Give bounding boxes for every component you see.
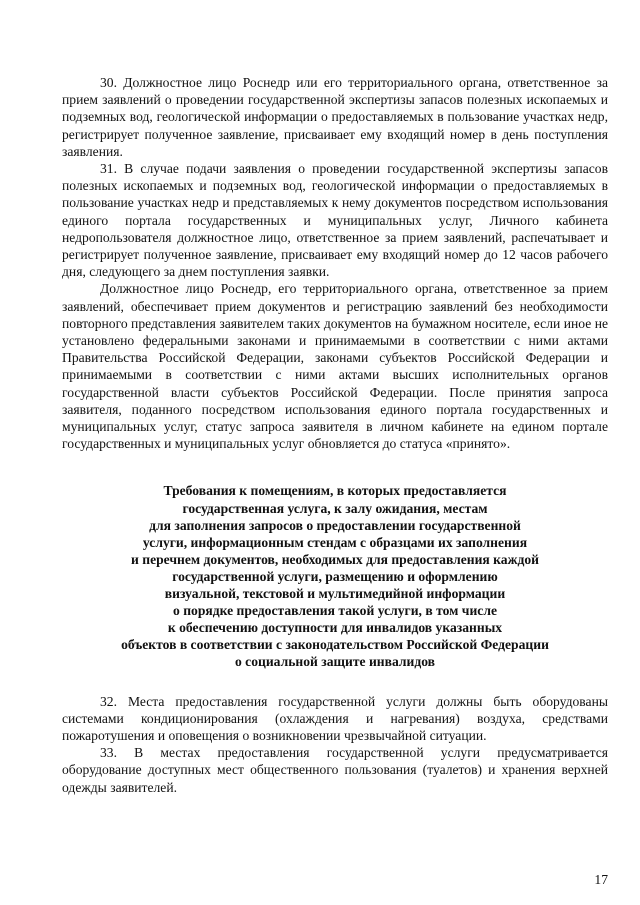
paragraph-32: 32. Места предоставления государственной услуги должны быть оборудованы системами кондиционирования (охлаждения и нагревания) воздуха, средствами пожаротушения и оповещения о возникновении чрезвычайной ситуации. <box>62 693 608 743</box>
paragraph-31-continued: Должностное лицо Роснедр, его территориального органа, ответственное за прием заявлений, обеспечивает прием документов и регистрацию заявлений без необходимости повторного представления заявителем таких документов на бумажном носителе, если иное не установлено федеральными законами и принимаемыми в соответствии с ними актами Правительства Российской Федерации, законами субъектов Российской Федерации и принимаемыми в соответствии с ними актами высших исполнительных органов государственной власти субъектов Российской Федерации. После принятия запроса заявителя, поданного посредством использования единого портала государственных и муниципальных услуг, статус запроса заявителя в личном кабинете на едином портале государственных и муниципальных услуг обновляется до статуса «принято». <box>62 281 608 452</box>
heading-line: государственная услуга, к залу ожидания, местам <box>182 500 488 516</box>
paragraph-31: 31. В случае подачи заявления о проведении государственной экспертизы запасов полезных ископаемых и подземных вод, геологической информации о предоставляемых в пользование участках недр и представляемых к нему документов посредством использования единого портала государственных и муниципальных услуг, Личного кабинета недропользователя должностное лицо, ответственное за прием заявлений, распечатывает и регистрирует полученное заявление, присваивает ему входящий номер до 12 часов рабочего дня, следующего за днем поступления заявки. <box>62 161 608 280</box>
heading-line: для заполнения запросов о предоставлении государственной <box>149 517 521 533</box>
heading-line: Требования к помещениям, в которых предоставляется <box>163 483 507 499</box>
heading-line: о социальной защите инвалидов <box>234 654 436 670</box>
section-heading <box>102 482 568 670</box>
paragraph-30: 30. Должностное лицо Роснедр или его территориального органа, ответственное за прием заявлений о проведении государственной экспертизы запасов полезных ископаемых и подземных вод, геологической информации о предоставляемых в пользование участках недр, регистрирует полученное заявление, присваивает ему входящий номер в день поступления заявления. <box>62 75 608 159</box>
heading-line: и перечнем документов, необходимых для предоставления каждой <box>131 551 539 567</box>
heading-line: объектов в соответствии с законодательством Российской Федерации <box>121 637 549 653</box>
heading-line: государственной услуги, размещению и оформлению <box>172 568 498 584</box>
heading-line: к обеспечению доступности для инвалидов указанных <box>167 620 503 636</box>
heading-line: визуальной, текстовой и мультимедийной информации <box>164 586 506 602</box>
paragraph-33: 33. В местах предоставления государственной услуги предусматривается оборудование доступных мест общественного пользования (туалетов) и хранения верхней одежды заявителей. <box>62 745 608 795</box>
heading-line: о порядке предоставления такой услуги, в том числе <box>173 603 497 619</box>
heading-line: услуги, информационным стендам с образцами их заполнения <box>142 534 528 550</box>
page-number: 17 <box>594 872 608 887</box>
